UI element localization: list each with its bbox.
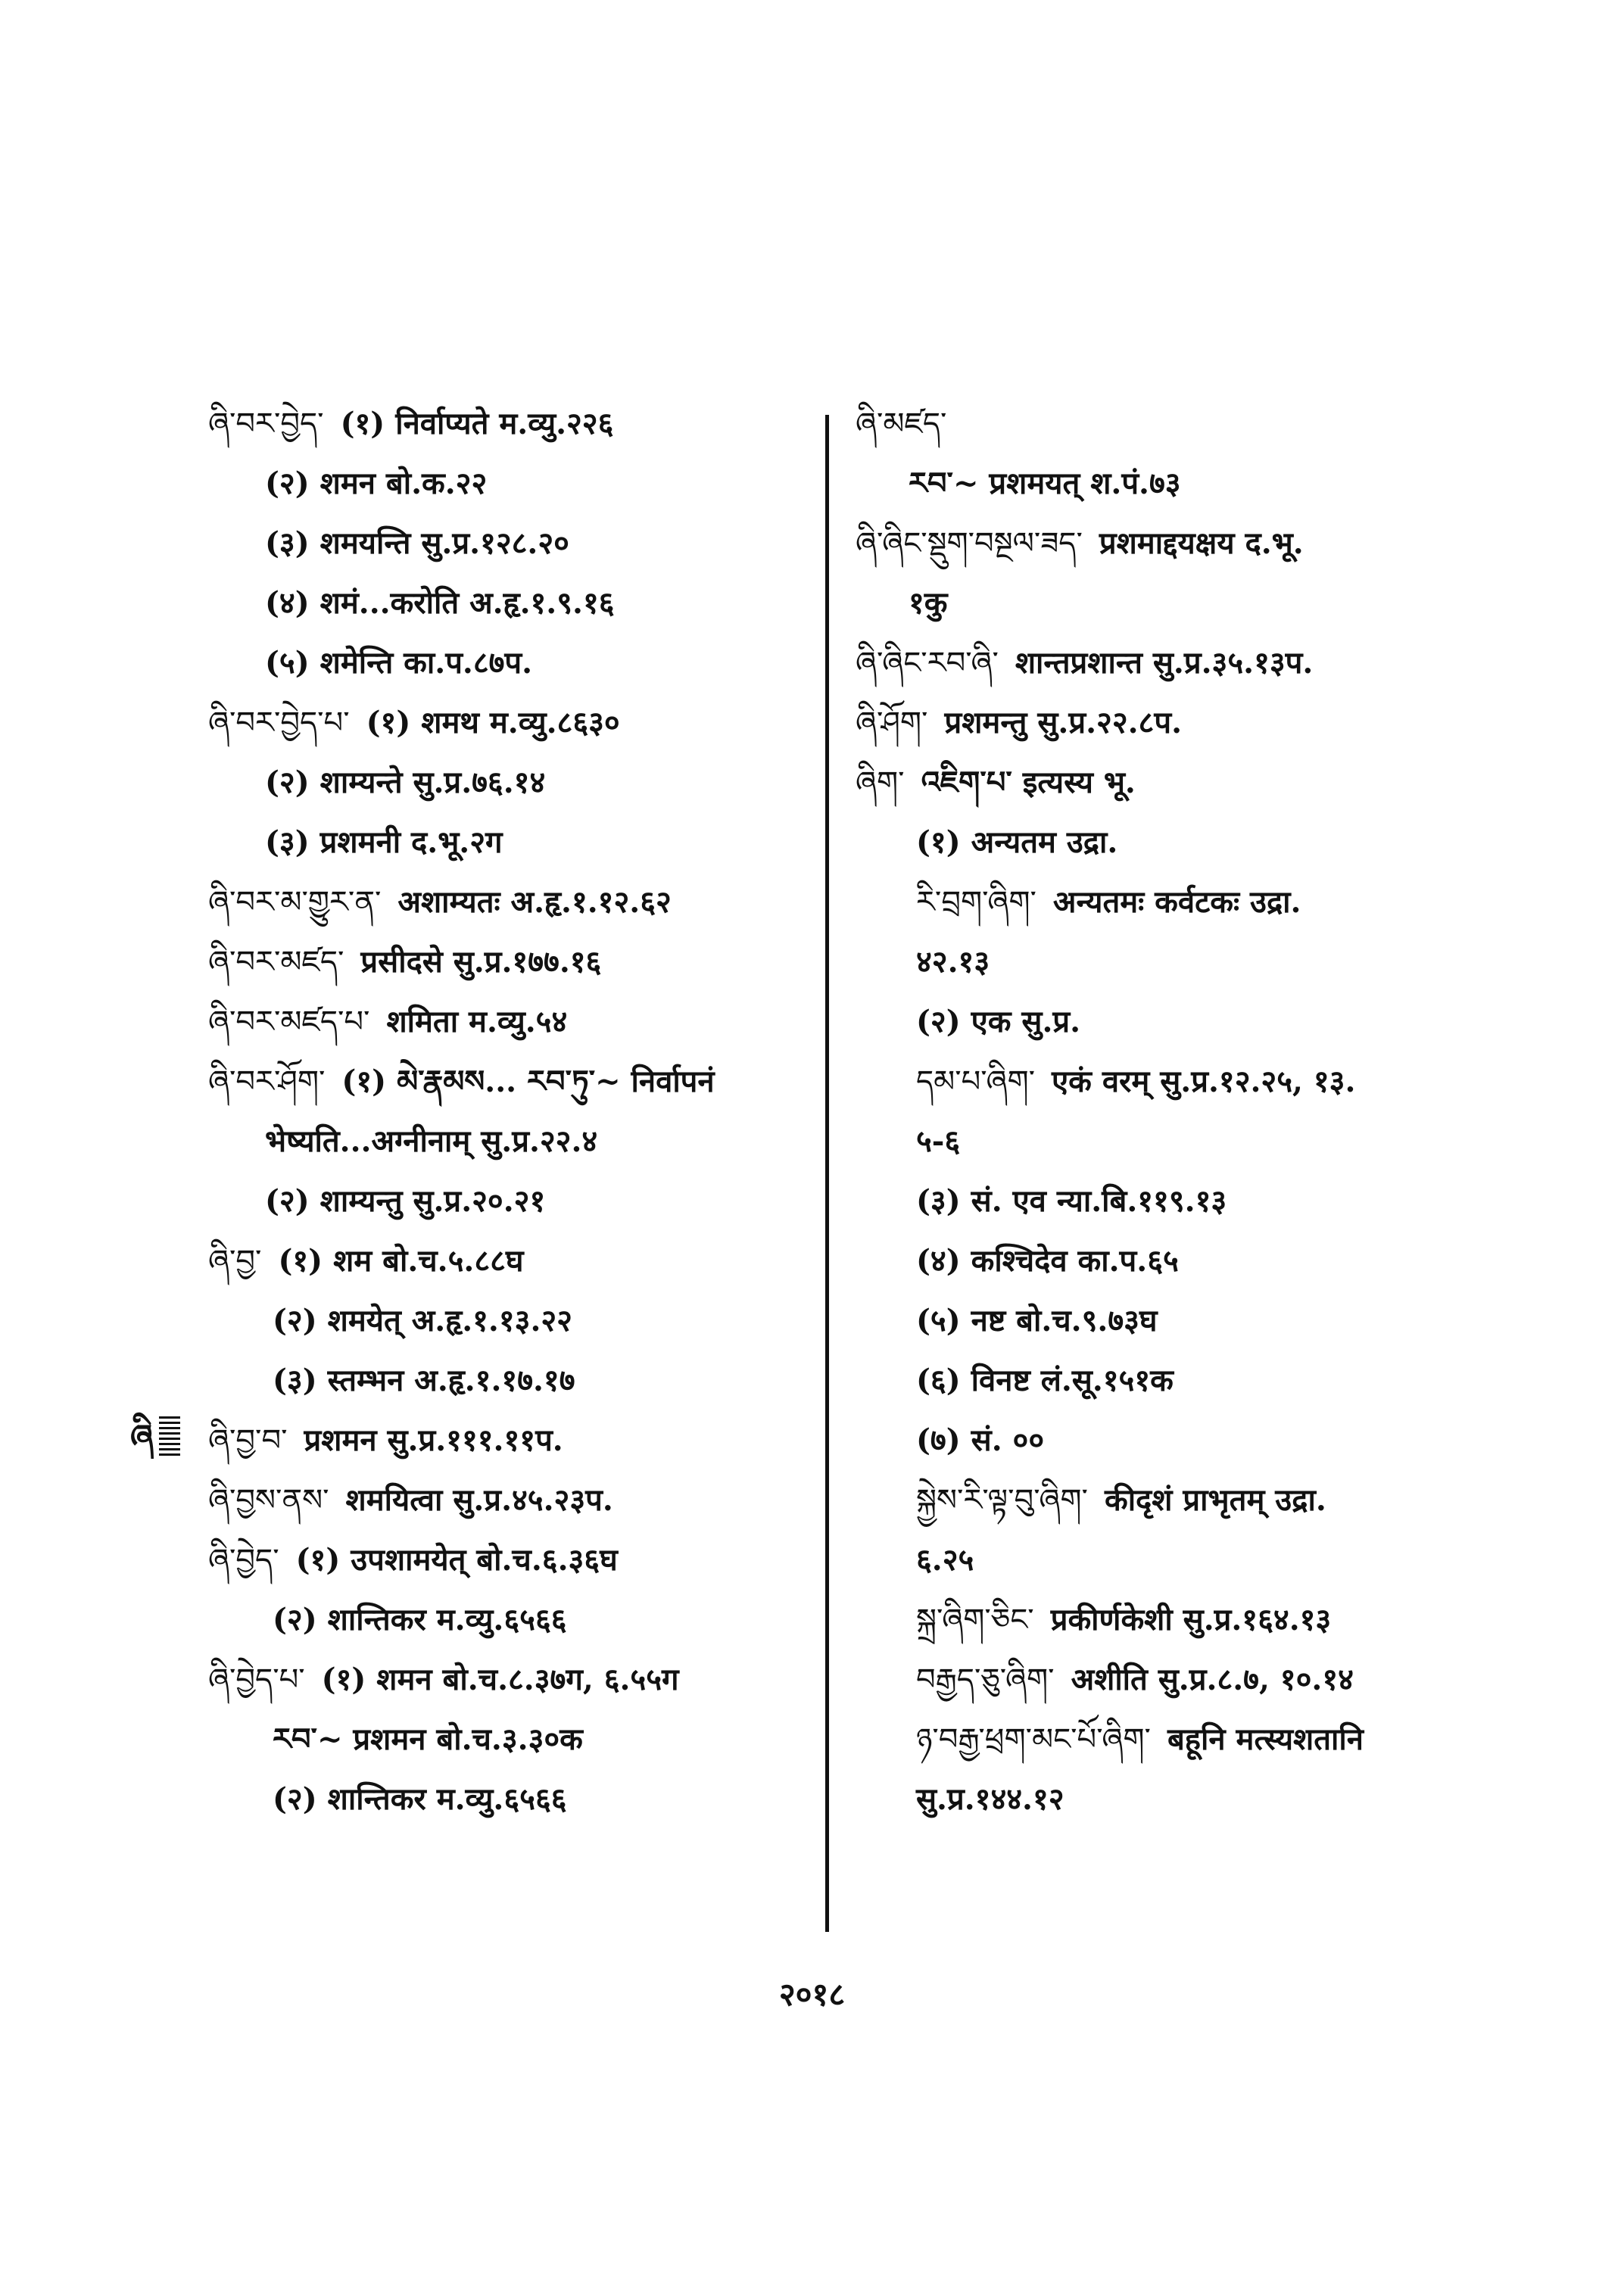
sanskrit-equivalent: शमेन्ति का.प.८७प. — [320, 645, 533, 681]
entry-line — [208, 1650, 806, 1709]
entry-line — [856, 1650, 1461, 1709]
entry-line — [856, 1171, 1461, 1231]
sanskrit-equivalent: सु.प्र.१४४.१२ — [916, 1781, 1064, 1817]
entry-line — [856, 573, 1461, 633]
entry-line — [208, 812, 806, 872]
sense-number: (१) — [341, 1064, 387, 1099]
sense-number: (३) — [265, 824, 310, 860]
sanskrit-equivalent: प्रशमाद्दयक्षय द.भू. — [1099, 525, 1304, 561]
entry-line — [208, 1051, 806, 1111]
tibetan-headword: དམ་པ་ཞིག་ — [916, 1064, 1036, 1099]
sense-number: (४) — [265, 585, 310, 621]
entry-line — [208, 633, 806, 693]
section-tab-mark-icon — [129, 1412, 182, 1459]
entry-line — [856, 1769, 1461, 1829]
entry-line — [856, 872, 1461, 932]
sanskrit-equivalent: शमथ म.व्यु.८६३० — [421, 705, 620, 740]
sanskrit-equivalent: प्रकीर्णकेशी सु.प्र.१६४.१३ — [1050, 1602, 1332, 1637]
entry-line — [856, 1291, 1461, 1351]
tibetan-headword: བརྒྱད་ཅུ་ཞིག་ — [916, 1662, 1055, 1697]
tibetan-headword: ཞིག་ — [856, 765, 905, 800]
entry-line — [856, 932, 1461, 992]
sanskrit-equivalent: अन्यतमः कर्वटकः उद्रा. — [1052, 884, 1301, 920]
column-divider — [825, 415, 829, 1932]
right-column — [856, 394, 1461, 1829]
entry-line — [208, 693, 806, 752]
tibetan-headword: ཞི་བར་མཛད་པ་ — [208, 1005, 370, 1039]
sense-number: (१) — [340, 406, 385, 441]
sanskrit-equivalent: शमन बो.च.८.३७ग, ६.५५ग — [376, 1662, 679, 1697]
sanskrit-equivalent: शमन बो.क.२२ — [320, 466, 488, 501]
entry-line — [856, 1351, 1461, 1410]
sanskrit-equivalent: प्रशमन्तु सु.प्र.२२.८प. — [944, 705, 1183, 740]
sense-number: (३) — [916, 1183, 961, 1219]
tibetan-headword: ཉ་བརྒྱ་ཕྲག་མང་པོ་ཞིག་ — [916, 1722, 1151, 1757]
entry-line — [856, 394, 1461, 453]
entry-line — [208, 1590, 806, 1650]
tibetan-headword: སྐྲ་ཞིག་ཅིང་ — [916, 1603, 1034, 1637]
sense-number: (२) — [273, 1781, 317, 1817]
sanskrit-equivalent: उपशामयेत् बो.च.६.३६घ — [351, 1542, 618, 1578]
tibetan-headword: ཞི་ཤོག་ — [856, 706, 928, 740]
sanskrit-equivalent: शमयेत् अ.हृ.१.१३.२२ — [327, 1303, 572, 1338]
sanskrit-equivalent: प्रसीदसे सु.प्र.१७७.१६ — [360, 944, 602, 980]
tibetan-headword: ཞི་བར་ཤོག་ — [208, 1064, 326, 1099]
tibetan-headword: ཞི་བྱ་ — [208, 1244, 262, 1279]
tibetan-headword: རི་བྲག་ཞིག་ — [916, 885, 1036, 920]
sanskrit-equivalent: शान्तिकर म.व्यु.६५६६ — [327, 1781, 567, 1817]
entry-line — [208, 1470, 806, 1530]
entry-line — [208, 513, 806, 573]
sense-number: (१) — [278, 1243, 323, 1279]
sanskrit-equivalent: शमं...करोति अ.हृ.१.९.१६ — [320, 585, 615, 621]
entry-line — [856, 992, 1461, 1051]
entry-line — [208, 1769, 806, 1829]
sense-number: (१) — [321, 1662, 366, 1697]
sense-number: (३) — [265, 525, 310, 561]
entry-line — [856, 633, 1461, 693]
entry-line — [208, 1231, 806, 1291]
entry-line — [208, 1111, 806, 1171]
tibetan-headword: ཞི་བར་བྱེད་ — [208, 407, 324, 441]
entry-line — [208, 1171, 806, 1231]
sanskrit-equivalent: विनष्ट लं.सू.१५१क — [971, 1363, 1174, 1398]
entry-line — [856, 1470, 1461, 1530]
entry-line — [856, 453, 1461, 513]
entry-line — [208, 872, 806, 932]
entry-line — [856, 1231, 1461, 1291]
sanskrit-equivalent: ६.२५ — [916, 1542, 974, 1578]
svg-text:ཞི: ཞི — [130, 1418, 154, 1456]
sanskrit-equivalent: १कु — [909, 585, 948, 621]
entry-line — [856, 1590, 1461, 1650]
sense-number: (३) — [273, 1363, 317, 1398]
entry-line — [208, 932, 806, 992]
sanskrit-equivalent: स्तम्भन अ.हृ.१.१७.१७ — [327, 1363, 575, 1398]
page-number: २०१८ — [778, 1976, 846, 2013]
sense-number: (२) — [265, 466, 310, 501]
sanskrit-equivalent: अशीति सु.प्र.८.७, १०.१४ — [1071, 1662, 1354, 1697]
sense-number: (१) — [916, 824, 961, 860]
sanskrit-equivalent: नष्ट बो.च.९.७३घ — [971, 1303, 1158, 1338]
sanskrit-equivalent: शमिता म.व्यु.५४ — [386, 1004, 568, 1039]
sense-number: (२) — [273, 1602, 317, 1637]
sanskrit-equivalent: शान्तिकर म.व्यु.६५६६ — [327, 1602, 567, 1637]
entry-line — [208, 1410, 806, 1470]
sanskrit-equivalent: प्रशमन सु.प्र.१११.११प. — [304, 1422, 563, 1458]
sense-number: (२) — [273, 1303, 317, 1338]
sanskrit-equivalent: རབ་~ प्रशमयत् श.पं.७३ — [909, 466, 1181, 501]
sanskrit-equivalent: अन्यतम उद्रा. — [971, 824, 1118, 860]
sense-number: (२) — [916, 1004, 961, 1039]
entry-line — [208, 453, 806, 513]
entry-line — [856, 1051, 1461, 1111]
sanskrit-equivalent: རབ་~ प्रशमन बो.च.३.३०क — [273, 1721, 583, 1757]
sense-number: (७) — [916, 1422, 961, 1458]
sense-number: (२) — [265, 765, 310, 800]
sanskrit-equivalent: एकं वरम् सु.प्र.१२.२५, १३. — [1052, 1064, 1356, 1099]
tibetan-headword: ཞི་མཛད་ — [856, 407, 947, 441]
entry-line — [208, 992, 806, 1051]
sanskrit-equivalent: प्रशमनी द.भू.२ग — [320, 824, 503, 860]
sanskrit-equivalent: शान्तप्रशान्त सु.प्र.३५.१३प. — [1015, 645, 1314, 681]
entry-line — [208, 1351, 806, 1410]
entry-line — [208, 1709, 806, 1769]
entry-line — [208, 573, 806, 633]
sanskrit-equivalent: འཇིག་པ་ इत्यस्य भू. — [921, 765, 1136, 800]
sanskrit-equivalent: सं. ०० — [971, 1422, 1045, 1458]
entry-line — [856, 513, 1461, 573]
sense-number: (१) — [366, 705, 411, 740]
tibetan-headword: ཞི་བྱ་བ་ — [208, 1423, 288, 1458]
sanskrit-equivalent: शाम्यन्ते सु.प्र.७६.१४ — [320, 765, 546, 800]
sanskrit-equivalent: कश्चिदेव का.प.६५ — [971, 1243, 1179, 1279]
sanskrit-equivalent: भेष्यति...अग्नीनाम् सु.प्र.२२.४ — [265, 1123, 598, 1159]
tibetan-headword: སྐྱེས་རི་ལྟ་བུ་ཞིག་ — [916, 1483, 1088, 1518]
tibetan-headword: ཞི་བར་མ་གྱུར་ན་ — [208, 885, 382, 920]
sense-number: (२) — [265, 1183, 310, 1219]
entry-line — [856, 1530, 1461, 1590]
tibetan-headword: ཞི་བྱས་ནས་ — [208, 1483, 329, 1518]
entry-line — [856, 752, 1461, 812]
sense-number: (४) — [916, 1243, 961, 1279]
sanskrit-equivalent: ५-६ — [916, 1123, 961, 1159]
tibetan-headword: ཞི་བར་བྱེད་པ་ — [208, 706, 350, 740]
entry-line — [208, 752, 806, 812]
sanskrit-equivalent: शमयित्वा सु.प्र.४५.२३प. — [345, 1482, 613, 1518]
entry-line — [208, 1291, 806, 1351]
left-column — [208, 394, 806, 1829]
sanskrit-equivalent: बहूनि मत्स्यशतानि — [1167, 1721, 1364, 1757]
tibetan-headword: ཞི་བྱེད་ — [208, 1543, 279, 1578]
tibetan-headword: ཞི་བར་མཛད་ — [208, 945, 344, 980]
entry-line — [208, 394, 806, 453]
tibetan-headword: ཞི་བྱེད་པ་ — [208, 1662, 305, 1697]
entry-line — [856, 1709, 1461, 1769]
entry-line — [856, 693, 1461, 752]
sense-number: (५) — [265, 645, 310, 681]
sanskrit-equivalent: सं. एव न्या.बि.११९.१३ — [971, 1183, 1227, 1219]
sanskrit-equivalent: कीदृशं प्राभृतम् उद्रा. — [1104, 1482, 1326, 1518]
entry-line — [856, 1111, 1461, 1171]
sense-number: (१) — [295, 1542, 341, 1578]
sanskrit-equivalent: निर्वाप्यते म.व्यु.२२६ — [395, 406, 614, 441]
sanskrit-equivalent: शमयन्ति सु.प्र.१२८.२० — [320, 525, 569, 561]
entry-line — [208, 1530, 806, 1590]
tibetan-headword: ཞི་ཞིང་སྡུག་བསྔལ་ཟད་ — [856, 526, 1083, 561]
entry-line — [856, 1410, 1461, 1470]
sanskrit-equivalent: शाम्यन्तु सु.प्र.२०.२१ — [320, 1183, 546, 1219]
tibetan-headword: ཞི་ཞིང་རབ་ཞི་ — [856, 646, 999, 681]
sense-number: (६) — [916, 1363, 961, 1398]
sanskrit-equivalent: शम बो.च.५.८८घ — [333, 1243, 524, 1279]
sanskrit-equivalent: एक सु.प्र. — [971, 1004, 1081, 1039]
entry-line — [856, 812, 1461, 872]
sanskrit-equivalent: अशाम्यतः अ.हृ.१.१२.६२ — [397, 884, 672, 920]
sense-number: (५) — [916, 1303, 961, 1338]
sanskrit-equivalent: ४२.१३ — [916, 944, 990, 980]
sanskrit-equivalent: མེ་རྣམས... རབ་ཏུ་~ निर्वापनं — [397, 1064, 715, 1099]
